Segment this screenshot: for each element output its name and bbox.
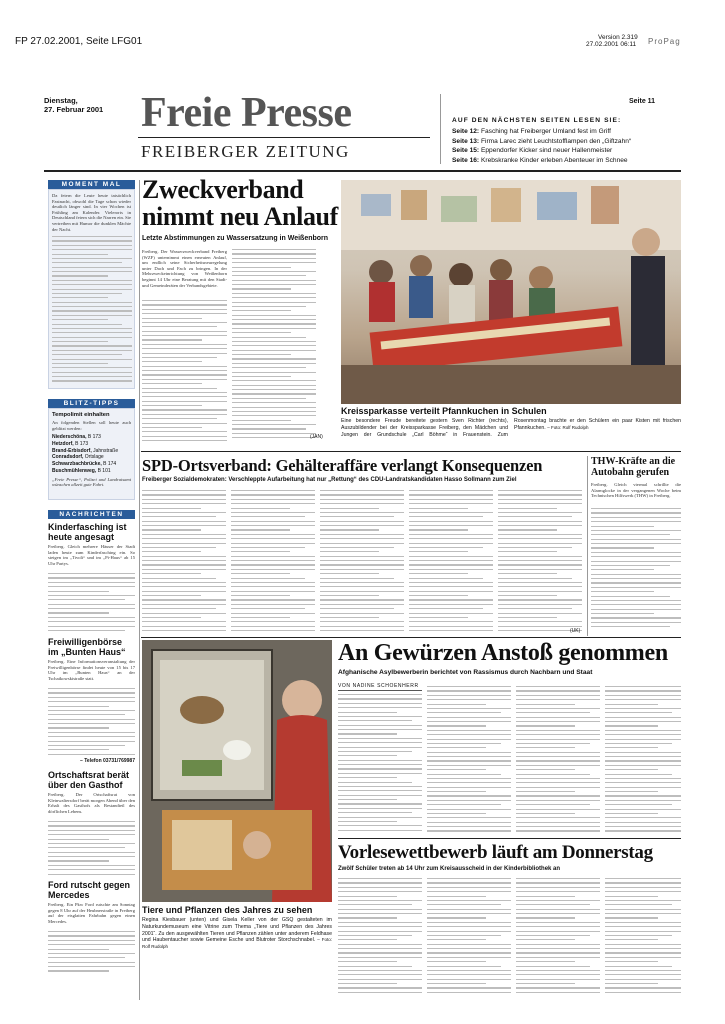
spd-headline: SPD-Ortsverband: Gehälteraffäre verlangt Konsequenzen xyxy=(142,456,543,475)
teaser-page: Seite 15: xyxy=(452,147,480,154)
nachrichten-header: NACHRICHTEN xyxy=(48,510,135,519)
blitz-text: An folgenden Stellen soll heute auch geblitzt werden: xyxy=(52,420,131,431)
section-rule-1 xyxy=(141,451,681,452)
gewuerz-headline: An Gewürzen Anstoß genommen xyxy=(338,640,668,666)
lead-author: (JAN) xyxy=(310,434,323,440)
news-text: Freiberg. Eine Informationsveranstaltung der Freiwilligenbörse findet heute von 15 bis 17 Uhr im „Bunten Haus“ an der Tschaikowskistraße statt. xyxy=(48,659,135,681)
gewuerz-col4 xyxy=(605,686,681,834)
photo-museum xyxy=(142,640,332,902)
news-text: Freiberg. Ein Pkw Ford rutschte am Sonntag gegen 8 Uhr auf der Heubnerstraße in Freiberg auf der eisglatten Fahrbahn gegen einen Mercedes. xyxy=(48,902,135,924)
teaser-item[interactable] xyxy=(452,137,631,147)
photo2-caption xyxy=(142,917,332,981)
masthead-title: Freie Presse xyxy=(141,90,352,136)
moment-mal-box xyxy=(48,189,135,389)
blitz-place: Conradsdorf, Ortslage xyxy=(52,454,104,461)
blitz-note: „Freie Presse“, Polizei und Landratsamt wünschen allzeit gute Fahrt. xyxy=(52,476,131,488)
news-lines xyxy=(48,821,135,876)
news-lines xyxy=(48,688,135,758)
version-date: 27.02.2001 06:11 xyxy=(586,41,637,48)
lead-intro: Freiberg. Der Wasserzweckverband Freiberg (WZF) unternimmt einen erneuten Anlauf, um endlich seine Sicherheitsneuregelung unter Dach und Fach zu bringen. In der Mehrzweckeinrichtung von Weißenborn beginnt 14 Uhr eine Beratung mit den Stadt- und Gemeinderäten der Verbandsgebiete. xyxy=(142,249,227,288)
photo1-caption xyxy=(341,418,681,446)
blitz-place: Niederschöna, B 173 xyxy=(52,434,101,440)
teaser-text: Fasching hat Freiberger Umland fest im Griff xyxy=(480,128,611,135)
masthead-bottom-rule xyxy=(44,170,681,172)
gewuerz-col2 xyxy=(427,686,511,834)
fax-header: FP 27.02.2001, Seite LFG01 xyxy=(15,36,143,47)
gewuerz-byline: VON NADINE SCHOENHERR xyxy=(338,683,419,689)
spd-subhead: Freiberger Sozialdemokraten: Verschleppte Aufarbeitung hat nur „Rettung“ des CDU-Landratskandidaten Hasso Sollmann zum Ziel xyxy=(142,477,517,483)
teaser-text: Krebskranke Kinder erleben Abenteuer im Schnee xyxy=(480,156,628,164)
spd-col2 xyxy=(231,490,315,632)
photo2-credit: – Foto: Rolf Rudolph xyxy=(142,937,332,950)
lead-headline xyxy=(142,176,338,230)
thw-lines xyxy=(591,508,681,632)
museum-scene xyxy=(142,640,332,902)
masthead-subtitle: FREIBERGER ZEITUNG xyxy=(141,142,350,161)
vorlese-col1 xyxy=(338,878,422,998)
masthead-day: Dienstag, xyxy=(44,96,78,105)
teaser-top-rule xyxy=(440,94,441,164)
vorlese-subhead: Zwölf Schüler treten ab 14 Uhr zum Kreisausscheid in der Kinderbibliothek an xyxy=(338,866,561,872)
spd-col1 xyxy=(142,490,226,632)
lead-subhead: Letzte Abstimmungen zu Wassersatzung in Weißenborn xyxy=(142,235,329,242)
news-text: Freiberg. Der Ortschaftsrat von Kleinwaltersdorf berät morgen Abend über den Erhalt des Gasthofs als Bestandteil des dörflichen Lebens. xyxy=(48,792,135,814)
vorlese-headline: Vorlesewettbewerb läuft am Donnerstag xyxy=(338,842,653,863)
blitz-title: Tempolimit einhalten xyxy=(52,412,110,418)
vorlese-col2 xyxy=(427,878,511,998)
news-text: Freiberg. Gleich mehrere Häuser der Stadt laden heute zum Kinderfasching ein. So steigen im „Tivoli“ und im „Pi-Haus“ ab 15 Uhr Partys. xyxy=(48,544,135,566)
spd-col3 xyxy=(320,490,404,632)
moment-mal-header: MOMENT MAL xyxy=(48,180,135,189)
lead-headline-line: nimmt neu Anlauf xyxy=(142,202,338,231)
teaser-page: Seite 16: xyxy=(452,156,480,164)
photo1-credit: – Foto: Rolf Rudolph xyxy=(547,424,589,430)
teaser-page: Seite 13: xyxy=(452,137,480,145)
teaser-text: Firma Larec zieht Leuchtstofflampen den „Giftzahn“ xyxy=(480,137,632,145)
masthead-rule xyxy=(138,137,430,138)
blitz-tipps-box xyxy=(48,408,135,500)
blitz-place: Buschmühlenweg, B 101 xyxy=(52,467,111,474)
news-lines xyxy=(48,931,135,976)
page-number: Seite 11 xyxy=(629,98,656,105)
gewuerz-subhead: Afghanische Asylbewerberin berichtet von Rassismus durch Nachbarn und Staat xyxy=(338,669,593,676)
teaser-item[interactable] xyxy=(452,127,631,137)
gewuerz-col1 xyxy=(338,694,422,834)
classroom-scene xyxy=(341,180,681,404)
blitz-place: Hetzdorf, B 173 xyxy=(52,440,89,447)
photo2-caption-text: Regina Kiesbauer (unten) und Gisela Keller von der GSQ gestalteten im Naturkundemuseum eine Vitrine zum Thema „Tiere und Pflanzen des Jahres 2001“. Zu den ausgewählten Tieren und Pflanzen zählen unter anderem Feldhase und Haubentaucher sowie Gemeine Esche und Blutroter Storchschnabel. xyxy=(142,917,332,944)
propag-label: ProPag xyxy=(648,37,681,46)
photo2-caption-title: Tiere und Pflanzen des Jahres zu sehen xyxy=(142,905,313,915)
moment-mal-text: Da feiern die Leute heute tatsächlich Fastnacht, obwohl die Tage schon wieder deutlich länger sind. In vier Wochen ist Frühling am Kalender. Vielerorts in Deutschland feiern sich die Narren ein. Sie vertreiben mit Humor die dunklen Mächte der Nacht. xyxy=(52,193,131,232)
news-phone: – Telefon 03731/769987 xyxy=(80,758,135,764)
thw-headline: THW-Kräfte an die Autobahn gerufen xyxy=(591,456,676,478)
moment-mal-lines xyxy=(52,236,132,386)
byline-rule xyxy=(338,690,422,691)
photo1-caption-text: Eine besondere Freude bereitete gestern Sven Richter (rechts), Auszubildender bei der Kreissparkasse Freiberg, den Mädchen und Jungen der Grundschule „Carl Böhme“ in Frauenstein. Zum Rosenmontag brachte er den Schülern ein paar Kisten mit frischen Pfannkuchen. xyxy=(341,418,681,438)
spd-author: (UK) xyxy=(570,628,581,634)
news-column xyxy=(48,522,135,1002)
gewuerz-col3 xyxy=(516,686,600,834)
news-title[interactable]: Kinderfasching ist heute angesagt xyxy=(48,522,127,542)
lead-headline-line: Zweckverband xyxy=(142,175,304,204)
teaser-item[interactable] xyxy=(452,156,631,166)
lead-col1 xyxy=(142,300,227,442)
thw-divider xyxy=(587,456,588,636)
blitz-places xyxy=(52,434,131,475)
teaser-text: Eppendorfer Kicker sind neuer Hallenmeister xyxy=(480,147,613,154)
section-rule-2 xyxy=(141,637,681,638)
thw-text: Freiberg. Gleich viermal schrillte die Alarmglocke in der vergangenen Woche beim Technischen Hilfswerk (THW) in Freiberg. xyxy=(591,482,681,499)
photo-classroom xyxy=(341,180,681,404)
news-title[interactable]: Freiwilligenbörse im „Bunten Haus“ xyxy=(48,637,126,657)
teaser-item[interactable] xyxy=(452,146,631,156)
version-label: Version 2.319 xyxy=(598,34,638,41)
news-lines xyxy=(48,573,135,633)
teaser-page: Seite 12: xyxy=(452,128,480,135)
blitz-place: Schwarzbachbrücke, B 174 xyxy=(52,461,117,468)
news-title[interactable]: Ortschaftsrat berät über den Gasthof xyxy=(48,770,130,790)
blitz-place: Brand-Erbisdorf, Jahnstraße xyxy=(52,447,119,454)
vorlese-col4 xyxy=(605,878,681,998)
teaser-list xyxy=(452,127,631,165)
news-title[interactable]: Ford rutscht gegen Mercedes xyxy=(48,880,131,900)
masthead-date: 27. Februar 2001 xyxy=(44,105,104,114)
section-rule-3 xyxy=(338,838,681,839)
blitz-tipps-header: BLITZ-TIPPS xyxy=(48,399,135,408)
sidebar-divider xyxy=(139,180,140,1000)
spd-col4 xyxy=(409,490,493,632)
vorlese-col3 xyxy=(516,878,600,998)
lead-col2 xyxy=(232,249,316,442)
spd-col5 xyxy=(498,490,582,632)
photo1-caption-title: Kreissparkasse verteilt Pfannkuchen in Schulen xyxy=(341,406,547,416)
teaser-heading: AUF DEN NÄCHSTEN SEITEN LESEN SIE: xyxy=(452,117,622,124)
